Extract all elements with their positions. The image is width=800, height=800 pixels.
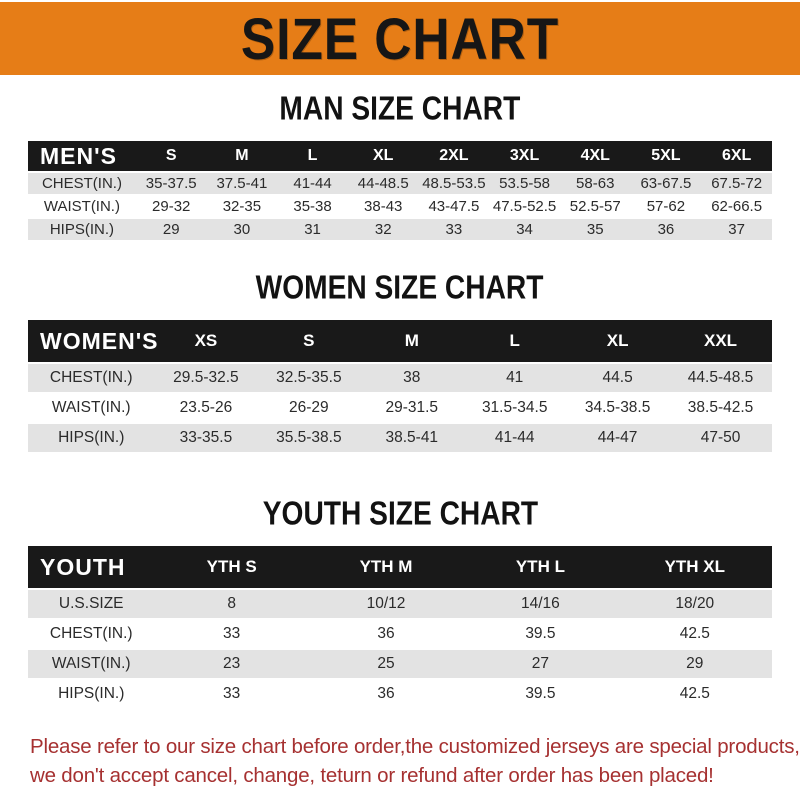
- column-header: M: [207, 141, 278, 171]
- cell: 53.5-58: [489, 173, 560, 194]
- cell: 43-47.5: [419, 196, 490, 217]
- cell: 14/16: [463, 590, 617, 618]
- cell: 41-44: [277, 173, 348, 194]
- cell: 29: [618, 650, 772, 678]
- cell: 42.5: [618, 680, 772, 708]
- cell: 35-38: [277, 196, 348, 217]
- cell: 39.5: [463, 620, 617, 648]
- column-header: YTH M: [309, 546, 463, 588]
- cell: 58-63: [560, 173, 631, 194]
- section-heading: [0, 268, 800, 306]
- column-header: XL: [566, 320, 669, 362]
- footer-line-2: we don't accept cancel, change, teturn or refund after order has been placed!: [30, 764, 714, 787]
- section-heading-text: MAN SIZE CHART: [279, 89, 521, 127]
- cell: 18/20: [618, 590, 772, 618]
- cell: 26-29: [257, 394, 360, 422]
- cell: 35: [560, 219, 631, 240]
- cell: 33-35.5: [154, 424, 257, 452]
- size-table: [28, 318, 772, 454]
- table-header-row: [28, 320, 772, 362]
- table-corner-label: MEN'S: [28, 141, 136, 171]
- table-row: [28, 196, 772, 217]
- column-header: 6XL: [701, 141, 772, 171]
- cell: 38.5-41: [360, 424, 463, 452]
- column-header: 5XL: [631, 141, 702, 171]
- column-header: M: [360, 320, 463, 362]
- cell: 10/12: [309, 590, 463, 618]
- cell: 25: [309, 650, 463, 678]
- table-corner-label: YOUTH: [28, 546, 154, 588]
- table-row: [28, 424, 772, 452]
- cell: 67.5-72: [701, 173, 772, 194]
- cell: 36: [309, 680, 463, 708]
- column-header: S: [257, 320, 360, 362]
- section-heading-text: YOUTH SIZE CHART: [262, 494, 538, 532]
- cell: 36: [631, 219, 702, 240]
- cell: 23.5-26: [154, 394, 257, 422]
- cell: 29: [136, 219, 207, 240]
- footer-note: [30, 732, 800, 790]
- column-header: 2XL: [419, 141, 490, 171]
- row-label: CHEST(IN.): [28, 364, 154, 392]
- cell: 29-31.5: [360, 394, 463, 422]
- cell: 34.5-38.5: [566, 394, 669, 422]
- cell: 39.5: [463, 680, 617, 708]
- table-row: [28, 364, 772, 392]
- cell: 57-62: [631, 196, 702, 217]
- cell: 44-48.5: [348, 173, 419, 194]
- cell: 48.5-53.5: [419, 173, 490, 194]
- row-label: WAIST(IN.): [28, 394, 154, 422]
- cell: 29-32: [136, 196, 207, 217]
- table-row: [28, 173, 772, 194]
- cell: 47-50: [669, 424, 772, 452]
- row-label: WAIST(IN.): [28, 196, 136, 217]
- cell: 44.5: [566, 364, 669, 392]
- column-header: YTH S: [154, 546, 308, 588]
- column-header: XXL: [669, 320, 772, 362]
- cell: 44.5-48.5: [669, 364, 772, 392]
- cell: 29.5-32.5: [154, 364, 257, 392]
- table-header-row: [28, 141, 772, 171]
- cell: 62-66.5: [701, 196, 772, 217]
- size-section: [0, 268, 800, 454]
- column-header: S: [136, 141, 207, 171]
- row-label: CHEST(IN.): [28, 173, 136, 194]
- banner: [0, 0, 800, 75]
- table-row: [28, 394, 772, 422]
- cell: 33: [154, 680, 308, 708]
- cell: 8: [154, 590, 308, 618]
- cell: 27: [463, 650, 617, 678]
- cell: 34: [489, 219, 560, 240]
- section-heading: [0, 89, 800, 127]
- row-label: U.S.SIZE: [28, 590, 154, 618]
- row-label: HIPS(IN.): [28, 424, 154, 452]
- cell: 41-44: [463, 424, 566, 452]
- cell: 31: [277, 219, 348, 240]
- cell: 41: [463, 364, 566, 392]
- size-section: [0, 89, 800, 242]
- section-heading-text: WOMEN SIZE CHART: [256, 268, 544, 306]
- cell: 52.5-57: [560, 196, 631, 217]
- cell: 42.5: [618, 620, 772, 648]
- cell: 32: [348, 219, 419, 240]
- cell: 47.5-52.5: [489, 196, 560, 217]
- cell: 38-43: [348, 196, 419, 217]
- column-header: 3XL: [489, 141, 560, 171]
- column-header: YTH XL: [618, 546, 772, 588]
- row-label: CHEST(IN.): [28, 620, 154, 648]
- row-label: WAIST(IN.): [28, 650, 154, 678]
- column-header: 4XL: [560, 141, 631, 171]
- cell: 37: [701, 219, 772, 240]
- table-row: [28, 219, 772, 240]
- cell: 33: [419, 219, 490, 240]
- column-header: XL: [348, 141, 419, 171]
- column-header: L: [277, 141, 348, 171]
- cell: 32.5-35.5: [257, 364, 360, 392]
- cell: 35.5-38.5: [257, 424, 360, 452]
- cell: 38: [360, 364, 463, 392]
- cell: 37.5-41: [207, 173, 278, 194]
- column-header: L: [463, 320, 566, 362]
- size-section: [0, 494, 800, 710]
- section-heading: [0, 494, 800, 532]
- cell: 30: [207, 219, 278, 240]
- cell: 38.5-42.5: [669, 394, 772, 422]
- cell: 31.5-34.5: [463, 394, 566, 422]
- table-row: [28, 680, 772, 708]
- banner-title: SIZE CHART: [240, 5, 560, 72]
- column-header: YTH L: [463, 546, 617, 588]
- cell: 32-35: [207, 196, 278, 217]
- cell: 35-37.5: [136, 173, 207, 194]
- cell: 63-67.5: [631, 173, 702, 194]
- table-row: [28, 590, 772, 618]
- size-table: [28, 544, 772, 710]
- sections-container: [0, 89, 800, 710]
- row-label: HIPS(IN.): [28, 219, 136, 240]
- cell: 33: [154, 620, 308, 648]
- cell: 44-47: [566, 424, 669, 452]
- table-row: [28, 620, 772, 648]
- table-corner-label: WOMEN'S: [28, 320, 154, 362]
- size-table: [28, 139, 772, 242]
- table-header-row: [28, 546, 772, 588]
- cell: 23: [154, 650, 308, 678]
- column-header: XS: [154, 320, 257, 362]
- footer-line-1: Please refer to our size chart before order,the customized jerseys are special products,: [30, 735, 800, 758]
- row-label: HIPS(IN.): [28, 680, 154, 708]
- table-row: [28, 650, 772, 678]
- cell: 36: [309, 620, 463, 648]
